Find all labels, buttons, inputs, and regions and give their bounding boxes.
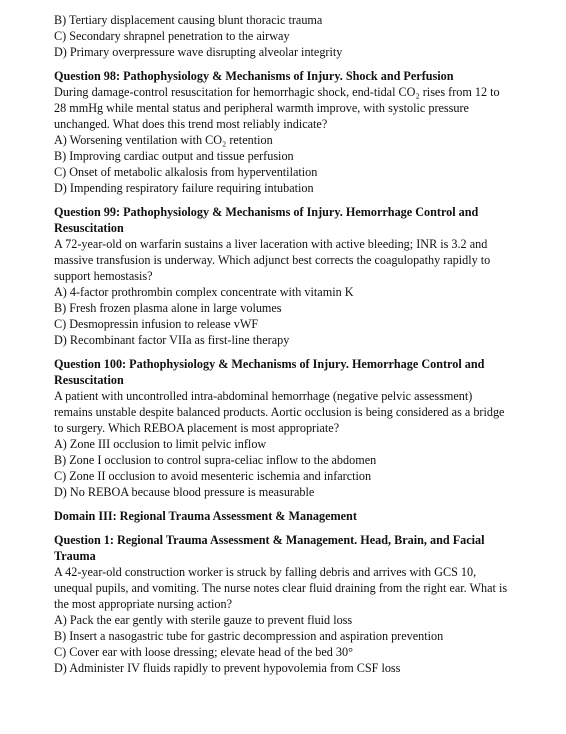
option-b: B) Improving cardiac output and tissue perfusion bbox=[54, 149, 294, 163]
answer-options bbox=[54, 612, 514, 676]
option-a: A) Worsening ventilation with CO₂ retention bbox=[54, 133, 273, 147]
question-stem: A 72-year-old on warfarin sustains a liver laceration with active bleeding; INR is 3.2 and massive transfusion is underway. Which adjunct best corrects the coagulopathy rapidly to support hemostasis? bbox=[54, 237, 491, 283]
document-page bbox=[54, 12, 514, 676]
option-c: C) Cover ear with loose dressing; elevate head of the bed 30° bbox=[54, 645, 353, 659]
option-a: A) 4-factor prothrombin complex concentrate with vitamin K bbox=[54, 285, 354, 299]
question-99 bbox=[54, 204, 514, 348]
option-d: D) Recombinant factor VIIa as first-line therapy bbox=[54, 333, 290, 347]
option-b: B) Tertiary displacement causing blunt thoracic trauma bbox=[54, 13, 323, 27]
question-title: Question 1: Regional Trauma Assessment & Management. Head, Brain, and Facial Trauma bbox=[54, 533, 485, 563]
option-c: C) Zone II occlusion to avoid mesenteric ischemia and infarction bbox=[54, 469, 372, 483]
question-title: Question 98: Pathophysiology & Mechanisms of Injury. Shock and Perfusion bbox=[54, 69, 454, 83]
answer-options bbox=[54, 284, 514, 348]
option-d: D) Primary overpressure wave disrupting alveolar integrity bbox=[54, 45, 343, 59]
option-d: D) Impending respiratory failure requiring intubation bbox=[54, 181, 314, 195]
question-1 bbox=[54, 532, 514, 676]
option-a: A) Pack the ear gently with sterile gauze to prevent fluid loss bbox=[54, 613, 353, 627]
domain-heading: Domain III: Regional Trauma Assessment & Management bbox=[54, 509, 357, 523]
question-98 bbox=[54, 68, 514, 196]
question-stem: A 42-year-old construction worker is struck by falling debris and arrives with GCS 10, unequal pupils, and vomiting. The nurse notes clear fluid draining from the right ear. What is the most appropriate nursing action? bbox=[54, 565, 508, 611]
option-b: B) Zone I occlusion to control supra-celiac inflow to the abdomen bbox=[54, 453, 377, 467]
option-b: B) Insert a nasogastric tube for gastric decompression and aspiration prevention bbox=[54, 629, 444, 643]
question-title: Question 99: Pathophysiology & Mechanisms of Injury. Hemorrhage Control and Resuscitation bbox=[54, 205, 479, 235]
question-stem: A patient with uncontrolled intra-abdominal hemorrhage (negative pelvic assessment) remains unstable despite balanced products. Aortic occlusion is being considered as a bridge to surgery. Which REBOA placement is most appropriate? bbox=[54, 389, 505, 435]
answer-options bbox=[54, 132, 514, 196]
question-title: Question 100: Pathophysiology & Mechanisms of Injury. Hemorrhage Control and Resuscitation bbox=[54, 357, 485, 387]
answer-options bbox=[54, 436, 514, 500]
question-stem: During damage-control resuscitation for hemorrhagic shock, end-tidal CO₂ rises from 12 to 28 mmHg while mental status and peripheral warmth improve, with systolic pressure unchanged. What does this trend most reliably indicate? bbox=[54, 85, 500, 131]
option-d: D) Administer IV fluids rapidly to prevent hypovolemia from CSF loss bbox=[54, 661, 401, 675]
option-c: C) Desmopressin infusion to release vWF bbox=[54, 317, 259, 331]
question-100 bbox=[54, 356, 514, 500]
option-b: B) Fresh frozen plasma alone in large volumes bbox=[54, 301, 282, 315]
option-c: C) Secondary shrapnel penetration to the airway bbox=[54, 29, 290, 43]
option-d: D) No REBOA because blood pressure is measurable bbox=[54, 485, 315, 499]
option-c: C) Onset of metabolic alkalosis from hyperventilation bbox=[54, 165, 318, 179]
previous-question-options bbox=[54, 12, 514, 60]
option-a: A) Zone III occlusion to limit pelvic inflow bbox=[54, 437, 267, 451]
